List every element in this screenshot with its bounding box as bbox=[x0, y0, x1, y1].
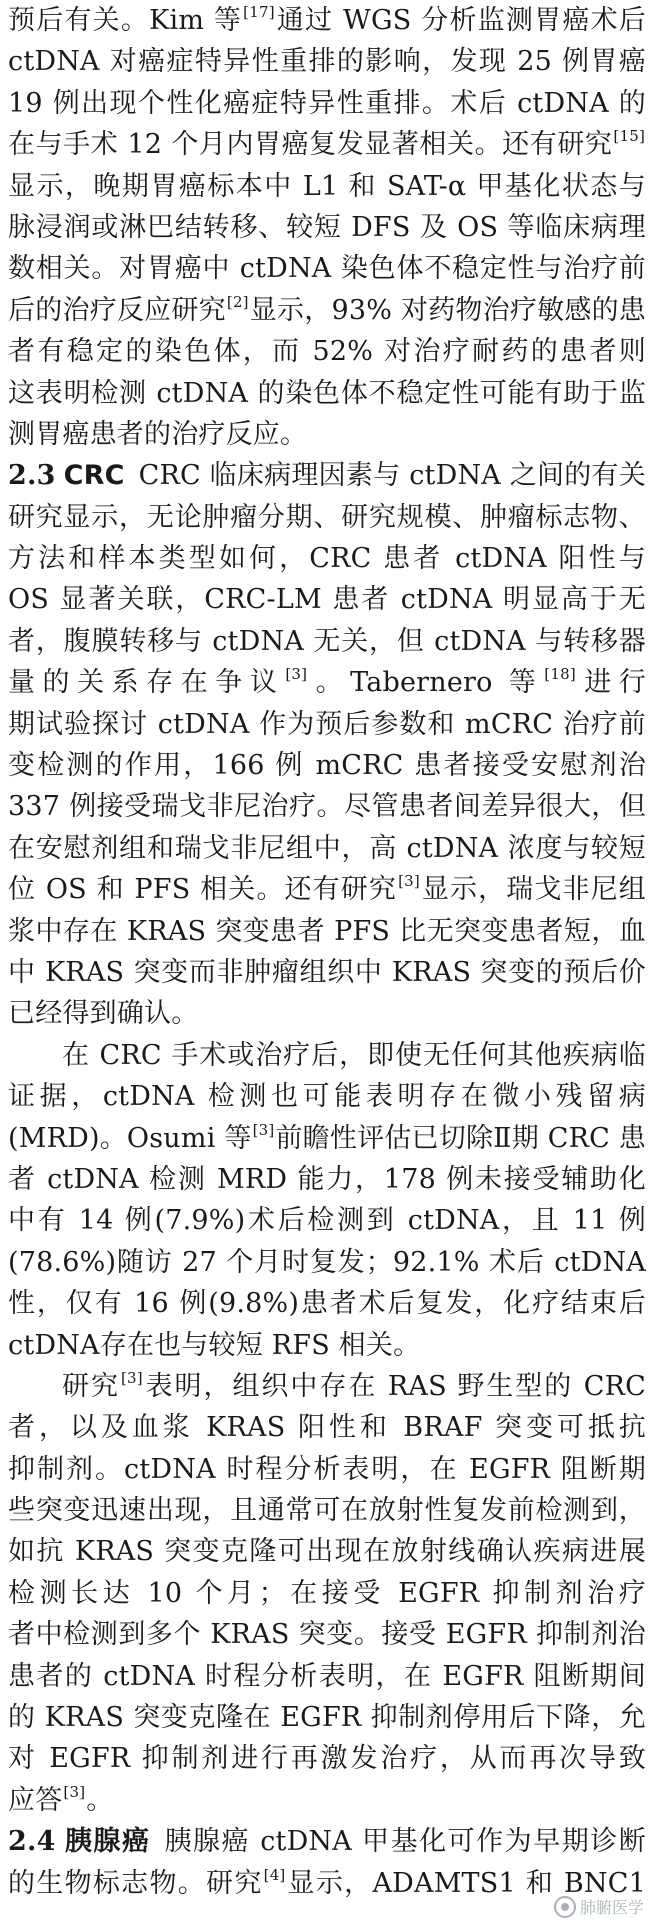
text-line: 性，仅有 16 例(9.8%)患者术后复发，化疗结束后 bbox=[8, 1288, 646, 1320]
text-line: 337 例接受瑞戈非尼治疗。尽管患者间差异很大，但 bbox=[8, 791, 646, 823]
text-line: 期试验探讨 ctDNA 作为预后参数和 mCRC 治疗前 bbox=[8, 708, 646, 740]
text-line: 后的治疗反应研究[2]显示，93% 对药物治疗敏感的患 bbox=[8, 292, 646, 326]
section-heading-line: 2.3 CRC CRC 临床病理因素与 ctDNA 之间的有关 bbox=[8, 460, 646, 492]
section-title: CRC bbox=[63, 460, 125, 492]
text-line: ctDNA存在也与较短 RFS 相关。 bbox=[8, 1329, 421, 1361]
text-line: 在与手术 12 个月内胃癌复发显著相关。还有研究[15] bbox=[8, 127, 645, 161]
citation-ref[interactable]: [4] bbox=[263, 1865, 286, 1884]
text-line: 者中检测到多个 KRAS 突变。接受 EGFR 抑制剂治 bbox=[8, 1619, 646, 1651]
text-line: 证据，ctDNA 检测也可能表明存在微小残留病 bbox=[8, 1081, 646, 1113]
text-line: 浆中存在 KRAS 突变患者 PFS 比无突变患者短，血 bbox=[8, 915, 646, 947]
paragraph-gastric-cancer bbox=[8, 0, 646, 455]
text-line: 者，以及血浆 KRAS 阳性和 BRAF 突变可抵抗 bbox=[8, 1412, 646, 1444]
text-line: 脉浸润或淋巴结转移、较短 DFS 及 OS 等临床病理 bbox=[8, 211, 646, 243]
text-line: 变检测的作用，166 例 mCRC 患者接受安慰剂治 bbox=[8, 750, 646, 782]
text-line: 显示，晚期胃癌标本中 L1 和 SAT-α 甲基化状态与 bbox=[8, 170, 646, 202]
text-line: 中有 14 例(7.9%)术后检测到 ctDNA，且 11 例 bbox=[8, 1205, 646, 1237]
citation-ref[interactable]: [18] bbox=[544, 665, 576, 684]
citation-ref[interactable]: [15] bbox=[613, 127, 645, 146]
watermark-text: 肺腑医学 bbox=[579, 1898, 644, 1917]
text-line: 检测长达 10 个月；在接受 EGFR 抑制剂治疗 bbox=[8, 1577, 646, 1609]
citation-ref[interactable]: [17] bbox=[243, 3, 275, 21]
text-line: 如抗 KRAS 突变克隆可出现在放射线确认疾病进展 bbox=[8, 1536, 646, 1568]
text-line: 者，腹膜转移与 ctDNA 无关，但 ctDNA 与转移器 bbox=[8, 625, 646, 657]
citation-ref[interactable]: [3] bbox=[120, 1368, 143, 1387]
section-number: 2.3 bbox=[8, 460, 56, 492]
section-heading-line: 2.4 胰腺癌 胰腺癌 ctDNA 甲基化可作为早期诊断 bbox=[8, 1826, 646, 1858]
wechat-logo-icon bbox=[554, 1896, 576, 1918]
section-2-4-pancreatic bbox=[8, 1821, 646, 1904]
text-line: 者 ctDNA 检测 MRD 能力，178 例未接受辅助化 bbox=[8, 1163, 646, 1195]
section-number: 2.4 bbox=[8, 1826, 56, 1858]
text-line: 者有稳定的染色体，而 52% 对治疗耐药的患者则 bbox=[8, 336, 646, 368]
paragraph-mrd bbox=[8, 1035, 646, 1366]
text-line: 在 CRC 手术或治疗后，即使无任何其他疾病临 bbox=[62, 1039, 646, 1071]
section-title: 胰腺癌 bbox=[63, 1826, 151, 1858]
section-2-3-crc bbox=[8, 455, 646, 1034]
text-line: 应答[3]。 bbox=[8, 1782, 114, 1816]
text-line: 这表明检测 ctDNA 的染色体不稳定性可能有助于监 bbox=[8, 377, 646, 409]
text-line: 量的关系存在争议[3]。Tabernero 等[18]进行 bbox=[8, 665, 646, 699]
text-line: 的生物标志物。研究[4]显示，ADAMTS1 和 BNC1 bbox=[8, 1865, 646, 1899]
text-line: 19 例出现个性化癌症特异性重排。术后 ctDNA 的 bbox=[8, 87, 646, 119]
text-line: 预后有关。Kim 等[17]通过 WGS 分析监测胃癌术后 bbox=[8, 3, 646, 36]
article-page bbox=[8, 0, 646, 1904]
text-line: 的 KRAS 突变克隆在 EGFR 抑制剂停用后下降，允 bbox=[8, 1702, 646, 1734]
text-line: 测胃癌患者的治疗反应。 bbox=[8, 418, 308, 450]
text-line: 数相关。对胃癌中 ctDNA 染色体不稳定性与治疗前 bbox=[8, 253, 646, 285]
citation-ref[interactable]: [3] bbox=[398, 872, 420, 891]
text-line: 研究[3]表明，组织中存在 RAS 野生型的 CRC bbox=[62, 1368, 646, 1402]
text-line: 对 EGFR 抑制剂进行再激发治疗，从而再次导致 bbox=[8, 1743, 646, 1775]
text-line: 患者的 ctDNA 时程分析表明，在 EGFR 阻断期间 bbox=[8, 1660, 646, 1692]
text-line: 已经得到确认。 bbox=[8, 998, 199, 1030]
citation-ref[interactable]: [3] bbox=[285, 665, 308, 684]
text-line: 方法和样本类型如何，CRC 患者 ctDNA 阳性与 bbox=[8, 543, 646, 575]
text-line: (78.6%)随访 27 个月时复发；92.1% 术后 ctDNA bbox=[8, 1246, 646, 1278]
citation-ref[interactable]: [3] bbox=[252, 1120, 275, 1139]
text-line: ctDNA 对癌症特异性重排的影响，发现 25 例胃癌 bbox=[8, 46, 646, 78]
text-line: 些突变迅速出现，且通常可在放射性复发前检测到， bbox=[8, 1495, 646, 1527]
text-line: 在安慰剂组和瑞戈非尼组中，高 ctDNA 浓度与较短 bbox=[8, 832, 646, 864]
citation-ref[interactable]: [2] bbox=[226, 292, 249, 311]
text-line: 研究显示，无论肿瘤分期、研究规模、肿瘤标志物、 bbox=[8, 501, 646, 533]
text-line: 位 OS 和 PFS 相关。还有研究[3]显示，瑞戈非尼组 bbox=[8, 872, 646, 906]
text-line: 抑制剂。ctDNA 时程分析表明，在 EGFR 阻断期 bbox=[8, 1453, 646, 1485]
text-line: OS 显著关联，CRC-LM 患者 ctDNA 明显高于无 bbox=[8, 584, 646, 616]
watermark bbox=[554, 1895, 644, 1918]
citation-ref[interactable]: [3] bbox=[63, 1782, 86, 1801]
text-line: 中 KRAS 突变而非肿瘤组织中 KRAS 突变的预后价 bbox=[8, 956, 646, 988]
text-line: (MRD)。Osumi 等[3]前瞻性评估已切除Ⅱ期 CRC 患 bbox=[8, 1120, 646, 1154]
paragraph-egfr bbox=[8, 1366, 646, 1821]
